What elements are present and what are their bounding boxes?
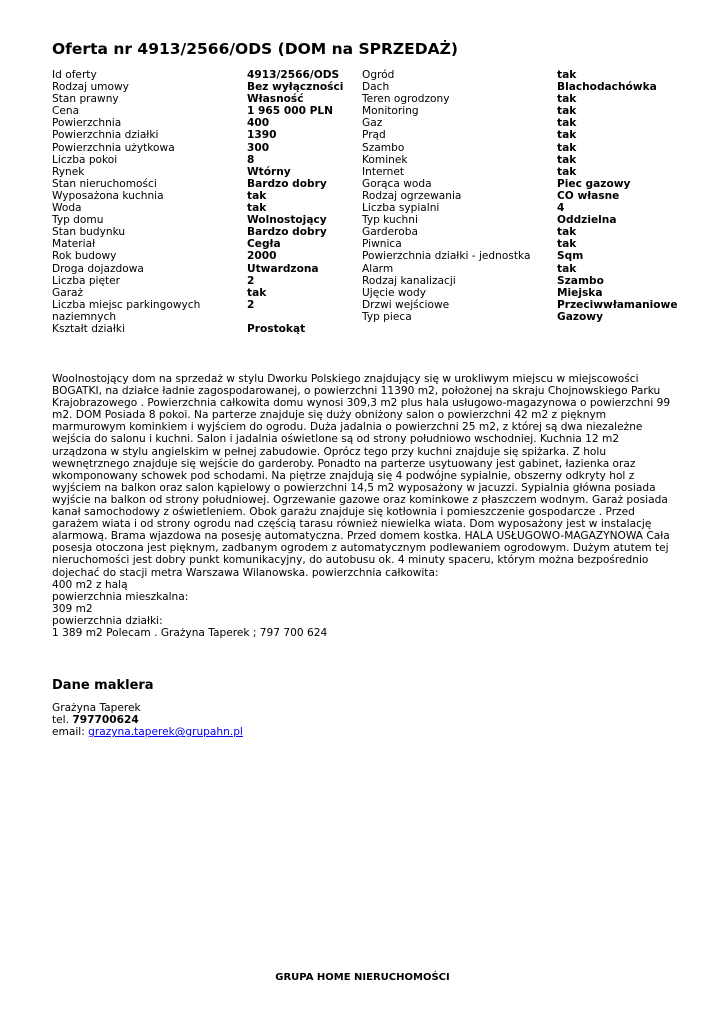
detail-label: Teren ogrodzony: [362, 93, 450, 106]
detail-value: Cegła: [247, 238, 281, 251]
detail-value: tak: [557, 262, 577, 275]
detail-label: Monitoring: [362, 105, 419, 118]
detail-value: Bez wyłączności: [247, 81, 344, 94]
detail-label: Cena: [52, 105, 80, 118]
detail-row: [362, 105, 682, 117]
detail-value: tak: [557, 141, 577, 154]
detail-label: Garaż: [52, 286, 84, 299]
detail-value: 4: [557, 202, 565, 215]
detail-value: 8: [247, 153, 255, 166]
detail-label: Prąd: [362, 129, 386, 142]
detail-row: [52, 178, 352, 190]
detail-value: 2: [247, 298, 255, 311]
detail-label: Szambo: [362, 141, 405, 154]
detail-label: Rodzaj ogrzewania: [362, 189, 462, 202]
detail-row: [52, 226, 352, 238]
detail-row: [362, 117, 682, 129]
detail-label: Stan budynku: [52, 226, 126, 239]
detail-row: [362, 263, 682, 275]
detail-value: 4913/2566/ODS: [247, 69, 340, 81]
detail-label: Powierzchnia działki - jednostka: [362, 250, 531, 263]
detail-value: 1390: [247, 129, 277, 142]
detail-value: Prostokąt: [247, 322, 306, 335]
detail-row: [52, 263, 352, 275]
agent-phone-label: tel.: [52, 714, 73, 727]
detail-label: Wyposażona kuchnia: [52, 189, 164, 202]
detail-label: Gorąca woda: [362, 177, 432, 190]
detail-label: Stan nieruchomości: [52, 177, 157, 190]
detail-label: Rodzaj umowy: [52, 81, 129, 94]
agent-phone: 797700624: [72, 714, 139, 727]
detail-label: Ogród: [362, 69, 395, 81]
detail-value: tak: [557, 117, 577, 130]
detail-value: 2: [247, 274, 255, 287]
detail-value: Piec gazowy: [557, 177, 631, 190]
agent-email-line: [52, 726, 243, 738]
detail-value: 400: [247, 117, 270, 130]
detail-label: Powierzchnia działki: [52, 129, 159, 142]
detail-row: [362, 81, 682, 93]
detail-value: CO własne: [557, 189, 620, 202]
detail-label: Dach: [362, 81, 390, 94]
detail-label: Typ domu: [52, 214, 104, 227]
detail-value: Oddzielna: [557, 214, 617, 227]
detail-value: Przeciwwłamaniowe: [557, 298, 678, 311]
detail-value: 300: [247, 141, 270, 154]
detail-label: Garderoba: [362, 226, 418, 239]
detail-row: [52, 323, 352, 335]
detail-row: [362, 166, 682, 178]
detail-row: [52, 81, 352, 93]
detail-row: [362, 142, 682, 154]
detail-row: [52, 250, 352, 262]
detail-row: [362, 311, 682, 323]
detail-label: Stan prawny: [52, 93, 119, 106]
detail-value: tak: [557, 165, 577, 178]
detail-label: Alarm: [362, 262, 394, 275]
detail-label: Ujęcie wody: [362, 286, 427, 299]
detail-value: Bardzo dobry: [247, 177, 327, 190]
detail-label: Liczba miejsc parkingowych naziemnych: [52, 298, 201, 323]
agent-name: Grażyna Taperek: [52, 702, 141, 714]
detail-row: [362, 178, 682, 190]
agent-phone-line: [52, 714, 243, 726]
detail-row: [362, 299, 682, 311]
detail-row: [52, 299, 352, 323]
detail-value: tak: [557, 93, 577, 106]
details-table-left: [52, 69, 352, 335]
detail-value: Wolnostojący: [247, 214, 327, 227]
detail-value: Wtórny: [247, 165, 291, 178]
detail-row: [362, 190, 682, 202]
detail-row: [52, 129, 352, 141]
detail-value: Blachodachówka: [557, 81, 657, 94]
detail-value: tak: [557, 153, 577, 166]
detail-label: Id oferty: [52, 69, 97, 81]
detail-row: [52, 202, 352, 214]
details-table-right: [362, 69, 682, 323]
detail-label: Gaz: [362, 117, 383, 130]
detail-label: Typ kuchni: [362, 214, 418, 227]
detail-label: Liczba sypialni: [362, 202, 440, 215]
detail-label: Typ pieca: [362, 310, 412, 323]
detail-row: [52, 287, 352, 299]
detail-label: Materiał: [52, 238, 96, 251]
detail-label: Rynek: [52, 165, 85, 178]
detail-label: Powierzchnia użytkowa: [52, 141, 175, 154]
detail-value: Miejska: [557, 286, 603, 299]
detail-label: Kształt działki: [52, 322, 126, 335]
detail-value: tak: [557, 105, 577, 118]
page-title: Oferta nr 4913/2566/ODS (DOM na SPRZEDAŻ): [52, 40, 458, 58]
detail-label: Internet: [362, 165, 405, 178]
detail-row: [362, 93, 682, 105]
detail-label: Kominek: [362, 153, 408, 166]
detail-row: [362, 129, 682, 141]
detail-value: 2000: [247, 250, 277, 263]
detail-value: tak: [247, 286, 267, 299]
detail-row: [52, 238, 352, 250]
detail-row: [362, 287, 682, 299]
detail-row: [362, 69, 682, 81]
detail-row: [52, 117, 352, 129]
detail-label: Liczba pięter: [52, 274, 121, 287]
detail-row: [52, 93, 352, 105]
detail-value: tak: [557, 238, 577, 251]
detail-value: Szambo: [557, 274, 604, 287]
detail-value: Własność: [247, 93, 304, 106]
agent-email-link[interactable]: grazyna.taperek@grupahn.pl: [88, 726, 243, 739]
detail-row: [362, 202, 682, 214]
detail-row: [52, 142, 352, 154]
detail-label: Rok budowy: [52, 250, 117, 263]
detail-row: [52, 154, 352, 166]
detail-row: [52, 69, 352, 81]
detail-row: [52, 105, 352, 117]
detail-value: Utwardzona: [247, 262, 319, 275]
detail-value: tak: [557, 129, 577, 142]
detail-row: [362, 214, 682, 226]
agent-heading: Dane maklera: [52, 678, 154, 693]
detail-row: [362, 154, 682, 166]
detail-label: Woda: [52, 202, 82, 215]
detail-row: [362, 275, 682, 287]
detail-row: [362, 226, 682, 238]
detail-value: Sqm: [557, 250, 584, 263]
detail-label: Rodzaj kanalizacji: [362, 274, 456, 287]
detail-value: tak: [557, 69, 577, 81]
detail-label: Drzwi wejściowe: [362, 298, 450, 311]
detail-label: Droga dojazdowa: [52, 262, 144, 275]
detail-value: Bardzo dobry: [247, 226, 327, 239]
detail-label: Powierzchnia: [52, 117, 122, 130]
detail-value: tak: [247, 202, 267, 215]
agent-email-label: email:: [52, 726, 89, 739]
detail-label: Liczba pokoi: [52, 153, 118, 166]
detail-value: Gazowy: [557, 310, 603, 323]
detail-row: [362, 238, 682, 250]
offer-description: Woolnostojący dom na sprzedaż w stylu Dworku Polskiego znajdujący się w urokliwym miejscu w miejscowości BOGATKI, na działce ładnie zagospodarowanej, o powierzchni 11390 m2, położonej na skraju Chojnowskiego Parku Krajobrazowego . Powierzchnia całkowita domu wynosi 309,3 m2 plus hala usługowo-magazynowa o powierzchni 99 m2. DOM Posiada 8 pokoi. Na parterze znajduje się duży obniżony salon o powierzchni 42 m2 z pięknym marmurowym kominkiem i wyjściem do ogrodu. Duża jadalnia o powierzchni 25 m2, z której są dwa niezależne wejścia do salonu i kuchni. Salon i jadalnia oświetlone są od strony południowo wschodniej. Kuchnia 12 m2 urządzona w stylu angielskim w pełnej zabudowie. Oprócz tego przy kuchni znajduje się spiżarka. Z holu wewnętrznego znajduje się wejście do garderoby. Ponadto na parterze usytuowany jest gabinet, łazienka oraz wkomponowany schowek pod schodami. Na piętrze znajdują się 4 podwójne sypialnie, obszerny odkryty hol z wyjściem na balkon oraz salon kąpielowy o powierzchni 14,5 m2 wyposażony w jacuzzi. Sypialnia główna posiada wyjście na balkon od strony południowej. Ogrzewanie gazowe oraz kominkowe z płaszczem wodnym. Garaż posiada kanał samochodowy z oświetleniem. Obok garażu znajduje się kotłownia i pomieszczenie gospodarcze . Przed garażem wiata i od strony ogrodu nad częścią tarasu również niewielka wiata. Dom wyposażony jest w instalację alarmową. Brama wjazdowa na posesję automatyczna. Przed domem kostka. HALA USŁUGOWO-MAGAZYNOWA Cała posesja otoczona jest pięknym, zadbanym ogrodem z automatycznym podlewaniem ogrodowym. Dużym atutem tej nieruchomości jest dobry punkt komunikacyjny, do autobusu ok. 4 minuty spaceru, którym można bezpośrednio dojechać do stacji metra Warszawa Wilanowska. powierzchnia całkowita: 400 m2 z halą powierzchnia mieszkalna: 309 m2 powierzchnia działki: 1 389 m2 Polecam . Grażyna Taperek ; 797 700 624: [52, 373, 671, 639]
detail-row: [52, 275, 352, 287]
detail-row: [362, 250, 682, 262]
detail-row: [52, 166, 352, 178]
detail-value: 1 965 000 PLN: [247, 105, 334, 118]
footer-company: GRUPA HOME NIERUCHOMOŚCI: [275, 972, 450, 983]
detail-label: Piwnica: [362, 238, 402, 251]
agent-details: [52, 702, 243, 738]
detail-row: [52, 214, 352, 226]
detail-value: tak: [247, 189, 267, 202]
detail-value: tak: [557, 226, 577, 239]
detail-row: [52, 190, 352, 202]
